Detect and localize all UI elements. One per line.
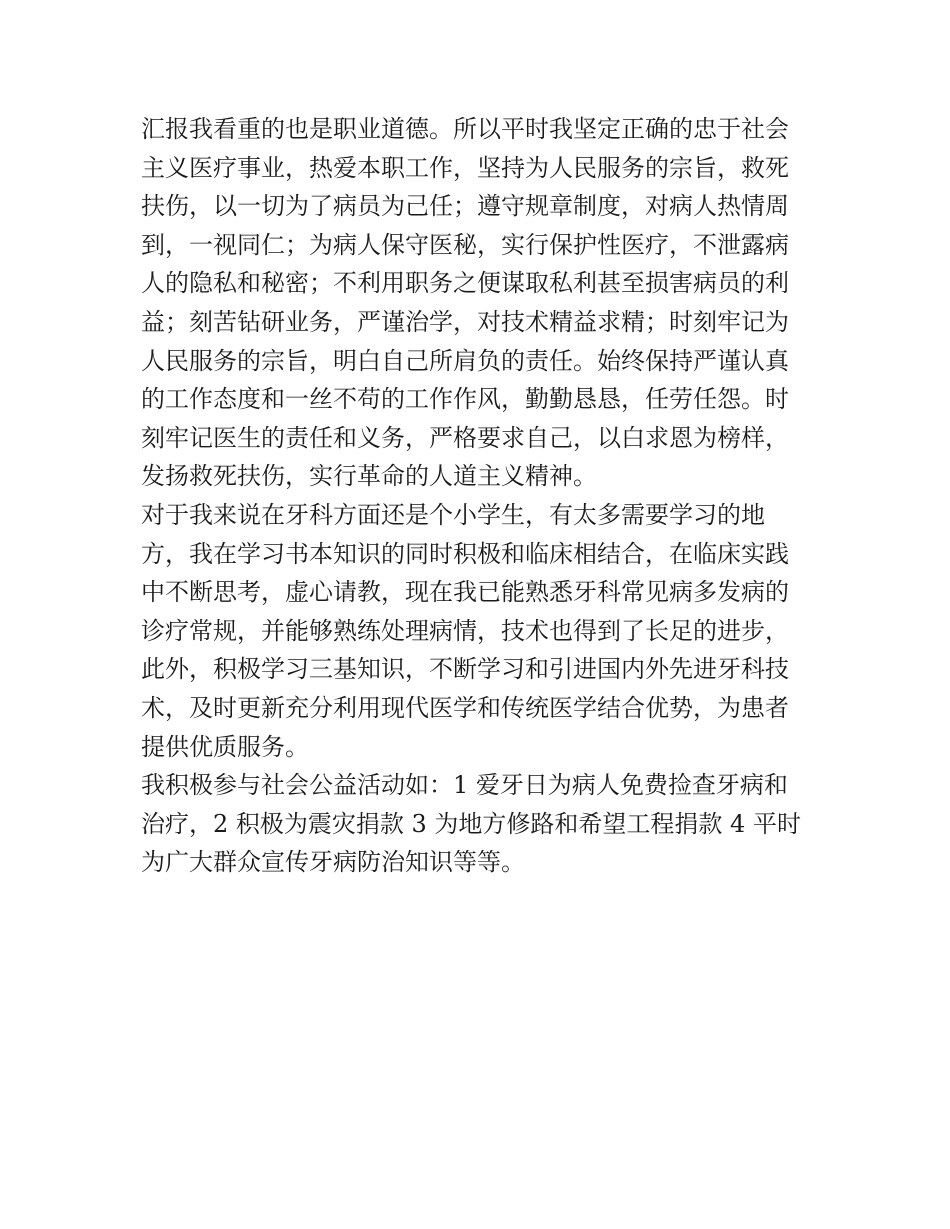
document-body [141, 110, 821, 882]
paragraph-public-welfare: 我积极参与社会公益活动如：1 爱牙日为病人免费捡查牙病和 治疗，2 积极为震灾捐款 3 为地方修路和希望工程捐款 4 平时 为广大群众宣传牙病防治知识等等。 [141, 771, 801, 877]
paragraph-dental-learning: 对于我来说在牙科方面还是个小学生，有太多需要学习的地 方，我在学习书本知识的同时积极和临床相结合，在临床实践 中不断思考，虚心请教，现在我已能熟悉牙科常见病多发病的 诊疗常规，并能够熟练处理病情，技术也得到了长足的进步， 此外，积极学习三基知识，不断学习和引进国内外先进牙科技 术，及时更新充分利用现代医学和传统医学结合优势，为患者 提供优质服务。 [141, 500, 789, 761]
paragraph-professional-ethics: 汇报我看重的也是职业道德。所以平时我坚定正确的忠于社会 主义医疗事业，热爱本职工作，坚持为人民服务的宗旨，救死 扶伤，以一切为了病员为己任；遵守规章制度，对病人热情周 到，一视同仁；为病人保守医秘，实行保护性医疗，不泄露病 人的隐私和秘密；不利用职务之便谋取私利甚至损害病员的利 益；刻苦钻研业务，严谨治学，对技术精益求精；时刻牢记为 人民服务的宗旨，明白自己所肩负的责任。始终保持严谨认真 的工作态度和一丝不苟的工作作风，勤勤恳恳，任劳任怨。时 刻牢记医生的责任和义务，严格要求自己，以白求恩为榜样， 发扬救死扶伤，实行革命的人道主义精神。 [141, 115, 789, 491]
